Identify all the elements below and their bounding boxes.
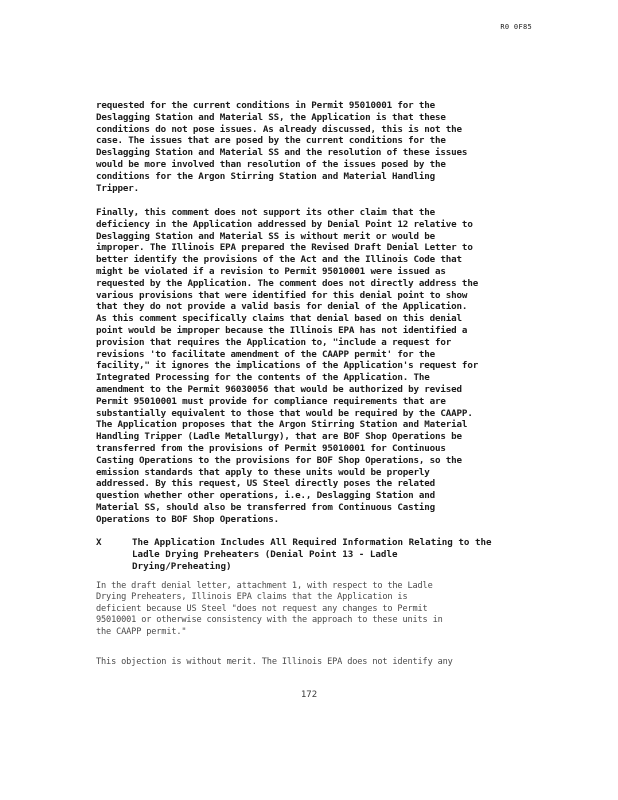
paragraph-deslagging-conditions: requested for the current conditions in Permit 95010001 for the Deslagging Station and Material SS, the Application is that these conditions do not pose issues. As already discussed, this is not the case. The issues that are posed by the current conditions for the Deslagging Station and Material SS and the resolution of these issues would be more involved than resolution of the issues posed by the conditions for the Argon Stirring Station and Material Handling Tripper.	[96, 100, 468, 194]
document-header-code: R0 0F85	[500, 23, 532, 31]
section-heading-text: The Application Includes All Required Information Relating to the Ladle Drying Preheaters (Denial Point 13 - Ladle Drying/Preheating)	[132, 537, 492, 572]
page-number: 172	[300, 690, 318, 700]
paragraph-objection: This objection is without merit. The Illinois EPA does not identify any	[96, 657, 453, 667]
section-marker: X	[96, 537, 102, 548]
paragraph-draft-denial-letter: In the draft denial letter, attachment 1, with respect to the Ladle Drying Preheaters, Illinois EPA claims that the Application is deficient because US Steel "does not request any changes to Permit 95010001 or otherwise consistency with the approach to these units in the CAAPP permit."	[96, 581, 443, 637]
paragraph-denial-point-12: Finally, this comment does not support its other claim that the deficiency in the Application addressed by Denial Point 12 relative to Deslagging Station and Material SS is without merit or would be improper. The Illinois EPA prepared the Revised Draft Denial Letter to better identify the provisions of the Act and the Illinois Code that might be violated if a revision to Permit 95010001 were issued as requested by the Application. The comment does not directly address the various provisions that were identified for this denial point to show that they do not provide a valid basis for denial of the Application. As this comment specifically claims that denial based on this denial point would be improper because the Illinois EPA has not identified a provision that requires the Application to, "include a request for revisions 'to facilitate amendment of the CAAPP permit' for the facility," it ignores the implications of the Application's request for Integrated Processing for the contents of the Application. The amendment to the Permit 96030056 that would be authorized by revised Permit 95010001 must provide for compliance requirements that are substantially equivalent to those that would be required by the CAAPP. The Application proposes that the Argon Stirring Station and Material Handling Tripper (Ladle Metallurgy), that are BOF Shop Operations be transferred from the provisions of Permit 95010001 for Continuous Casting Operations to the provisions for BOF Shop Operations, so the emission standards that apply to these units would be properly addressed. By this request, US Steel directly poses the related question whether other operations, i.e., Deslagging Station and Material SS, should also be transferred from Continuous Casting Operations to BOF Shop Operations.	[96, 207, 479, 525]
